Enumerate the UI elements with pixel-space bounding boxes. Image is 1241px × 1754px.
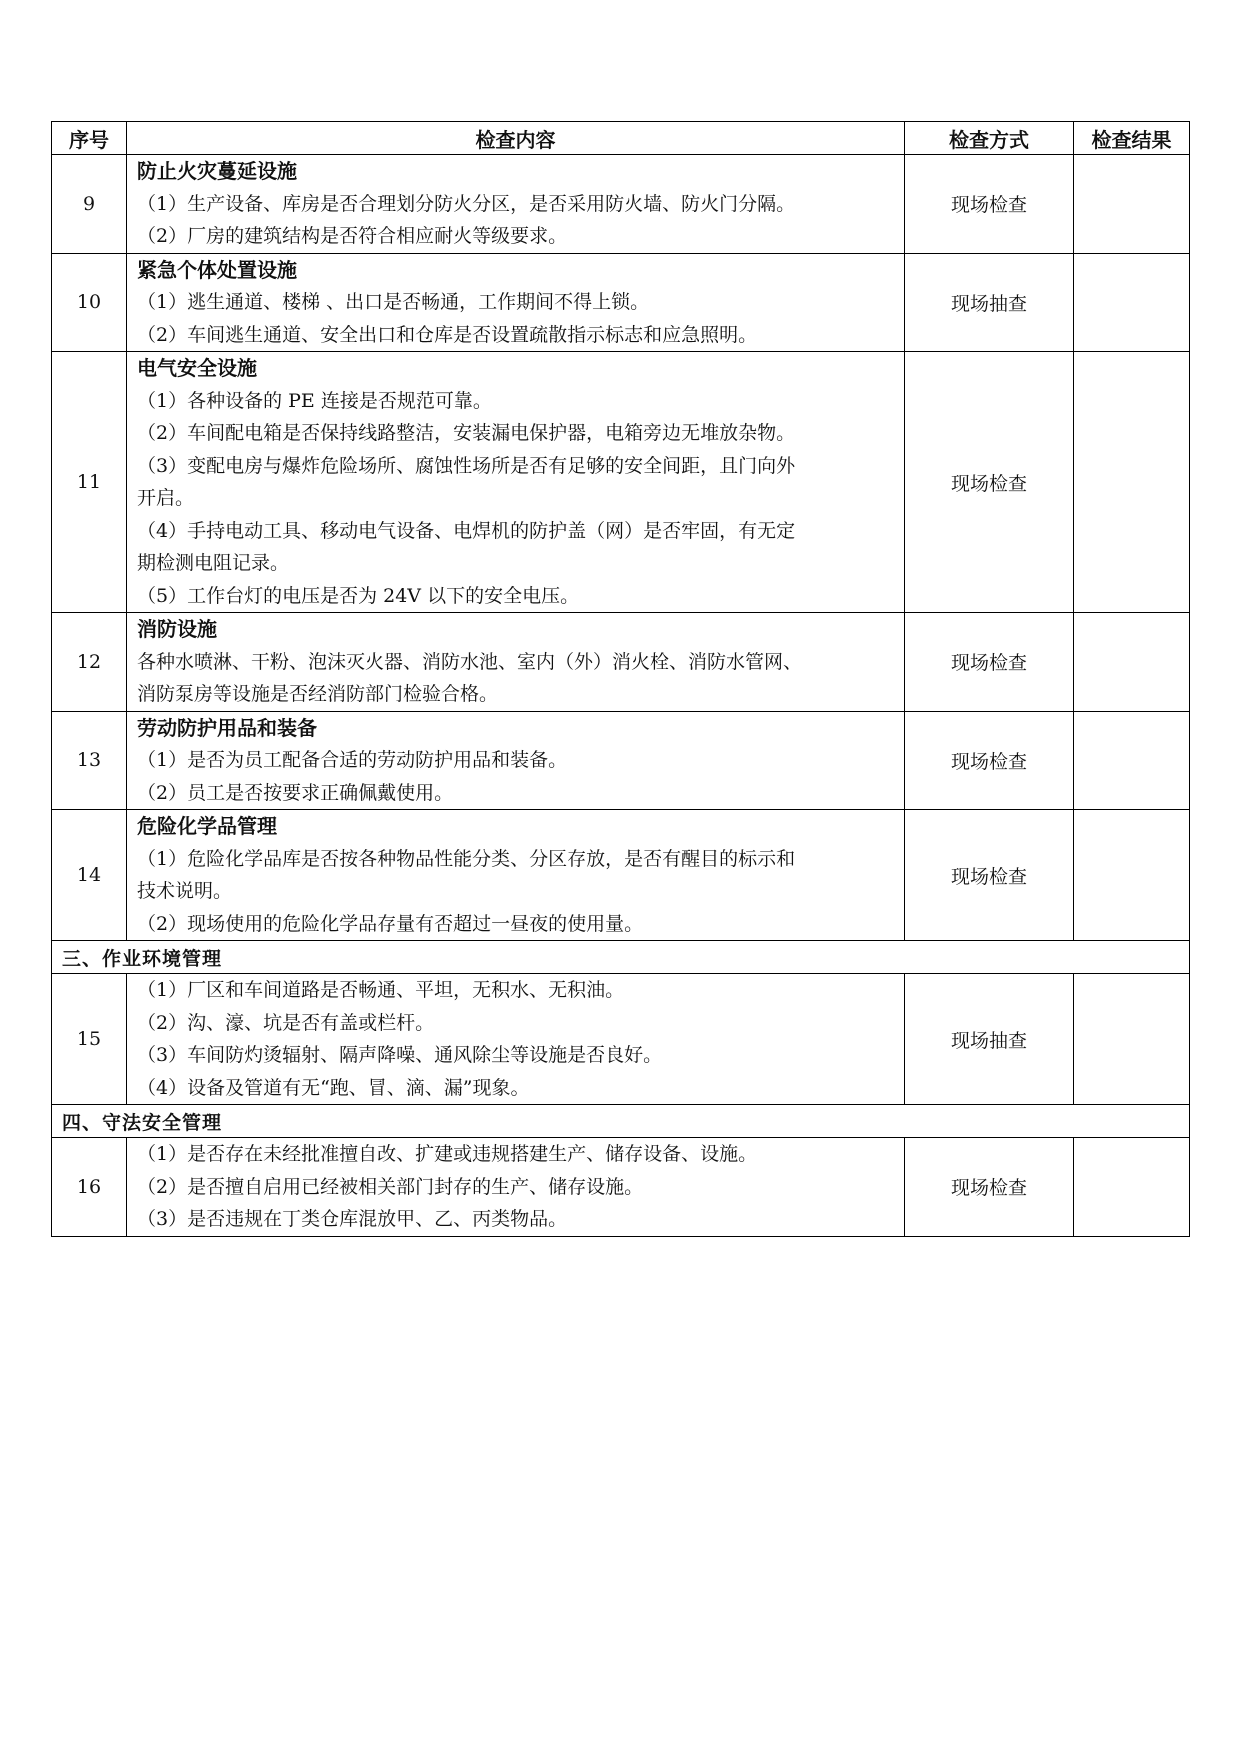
content-line: （1）各种设备的 PE 连接是否规范可靠。 bbox=[137, 389, 492, 412]
inspection-method: 现场检查 bbox=[905, 1138, 1074, 1237]
content-line: （4）手持电动工具、移动电气设备、电焊机的防护盖（网）是否牢固，有无定 bbox=[137, 519, 796, 542]
content-line: （1）厂区和车间道路是否畅通、平坦，无积水、无积油。 bbox=[137, 979, 625, 1001]
item-title: 消防设施 bbox=[137, 617, 217, 641]
header-content: 检查内容 bbox=[127, 122, 905, 155]
content-line: （1）危险化学品库是否按各种物品性能分类、分区存放，是否有醒目的标示和 bbox=[137, 847, 796, 870]
inspection-method: 现场检查 bbox=[905, 155, 1074, 254]
item-number: 10 bbox=[52, 253, 127, 352]
content-line: （2）现场使用的危险化学品存量有否超过一昼夜的使用量。 bbox=[137, 912, 644, 935]
item-title: 劳动防护用品和装备 bbox=[137, 715, 317, 740]
item-content bbox=[127, 352, 905, 613]
table-row bbox=[52, 155, 1190, 254]
content-line: （1）逃生通道、楼梯 、出口是否畅通，工作期间不得上锁。 bbox=[137, 291, 650, 313]
inspection-method: 现场检查 bbox=[905, 613, 1074, 712]
table-row bbox=[52, 613, 1190, 712]
inspection-result[interactable] bbox=[1074, 155, 1190, 254]
content-line: （1）是否存在未经批准擅自改、扩建或违规搭建生产、储存设备、设施。 bbox=[137, 1143, 758, 1165]
item-title: 紧急个体处置设施 bbox=[137, 257, 297, 282]
section-row bbox=[52, 941, 1190, 974]
item-number: 13 bbox=[52, 711, 127, 810]
content-line: 开启。 bbox=[137, 487, 195, 509]
content-line: （3）是否违规在丁类仓库混放甲、乙、丙类物品。 bbox=[137, 1208, 568, 1230]
item-content bbox=[127, 613, 905, 712]
content-line: （2）车间配电箱是否保持线路整洁，安装漏电保护器，电箱旁边无堆放杂物。 bbox=[137, 422, 796, 444]
section-title: 四、守法安全管理 bbox=[52, 1105, 1190, 1138]
content-line: （1）生产设备、库房是否合理划分防火分区，是否采用防火墙、防火门分隔。 bbox=[137, 192, 796, 215]
content-line: （3）变配电房与爆炸危险场所、腐蚀性场所是否有足够的安全间距，且门向外 bbox=[137, 454, 796, 477]
inspection-method: 现场抽查 bbox=[905, 974, 1074, 1105]
table-row bbox=[52, 1138, 1190, 1237]
inspection-result[interactable] bbox=[1074, 253, 1190, 352]
item-number: 16 bbox=[52, 1138, 127, 1237]
item-number: 15 bbox=[52, 974, 127, 1105]
content-line: （1）是否为员工配备合适的劳动防护用品和装备。 bbox=[137, 749, 568, 771]
section-row bbox=[52, 1105, 1190, 1138]
item-number: 14 bbox=[52, 810, 127, 941]
inspection-result[interactable] bbox=[1074, 810, 1190, 941]
item-content bbox=[127, 810, 905, 941]
inspection-table bbox=[51, 121, 1190, 1237]
inspection-result[interactable] bbox=[1074, 974, 1190, 1105]
table-row bbox=[52, 253, 1190, 352]
header-no: 序号 bbox=[52, 122, 127, 155]
content-line: （4）设备及管道有无“跑、冒、滴、漏”现象。 bbox=[137, 1076, 530, 1099]
inspection-method: 现场检查 bbox=[905, 352, 1074, 613]
item-title: 危险化学品管理 bbox=[137, 814, 277, 838]
item-content bbox=[127, 974, 905, 1105]
inspection-method: 现场检查 bbox=[905, 711, 1074, 810]
content-line: （3）车间防灼烫辐射、隔声降噪、通风除尘等设施是否良好。 bbox=[137, 1044, 663, 1066]
content-line: 各种水喷淋、干粉、泡沫灭火器、消防水池、室内（外）消火栓、消防水管网、 bbox=[137, 650, 803, 673]
table-row bbox=[52, 711, 1190, 810]
section-title: 三、作业环境管理 bbox=[52, 941, 1190, 974]
content-line: 期检测电阻记录。 bbox=[137, 552, 290, 574]
item-content bbox=[127, 1138, 905, 1237]
content-line: 技术说明。 bbox=[137, 880, 233, 902]
item-title: 电气安全设施 bbox=[137, 356, 257, 380]
item-content bbox=[127, 711, 905, 810]
table-row bbox=[52, 352, 1190, 613]
content-line: （2）厂房的建筑结构是否符合相应耐火等级要求。 bbox=[137, 225, 568, 247]
content-line: （2）车间逃生通道、安全出口和仓库是否设置疏散指示标志和应急照明。 bbox=[137, 323, 758, 346]
table-row bbox=[52, 810, 1190, 941]
inspection-result[interactable] bbox=[1074, 711, 1190, 810]
item-number: 11 bbox=[52, 352, 127, 613]
table-row bbox=[52, 974, 1190, 1105]
item-number: 12 bbox=[52, 613, 127, 712]
item-content bbox=[127, 253, 905, 352]
inspection-result[interactable] bbox=[1074, 613, 1190, 712]
item-title: 防止火灾蔓延设施 bbox=[137, 159, 297, 183]
content-line: （2）员工是否按要求正确佩戴使用。 bbox=[137, 781, 454, 804]
inspection-method: 现场检查 bbox=[905, 810, 1074, 941]
header-method: 检查方式 bbox=[905, 122, 1074, 155]
table-header-row bbox=[52, 122, 1190, 155]
item-number: 9 bbox=[52, 155, 127, 254]
inspection-result[interactable] bbox=[1074, 1138, 1190, 1237]
content-line: 消防泵房等设施是否经消防部门检验合格。 bbox=[137, 683, 499, 705]
header-result: 检查结果 bbox=[1074, 122, 1190, 155]
content-line: （5）工作台灯的电压是否为 24V 以下的安全电压。 bbox=[137, 584, 580, 607]
inspection-method: 现场抽查 bbox=[905, 253, 1074, 352]
item-content bbox=[127, 155, 905, 254]
content-line: （2）沟、濠、坑是否有盖或栏杆。 bbox=[137, 1011, 435, 1034]
content-line: （2）是否擅自启用已经被相关部门封存的生产、储存设施。 bbox=[137, 1175, 644, 1198]
inspection-result[interactable] bbox=[1074, 352, 1190, 613]
